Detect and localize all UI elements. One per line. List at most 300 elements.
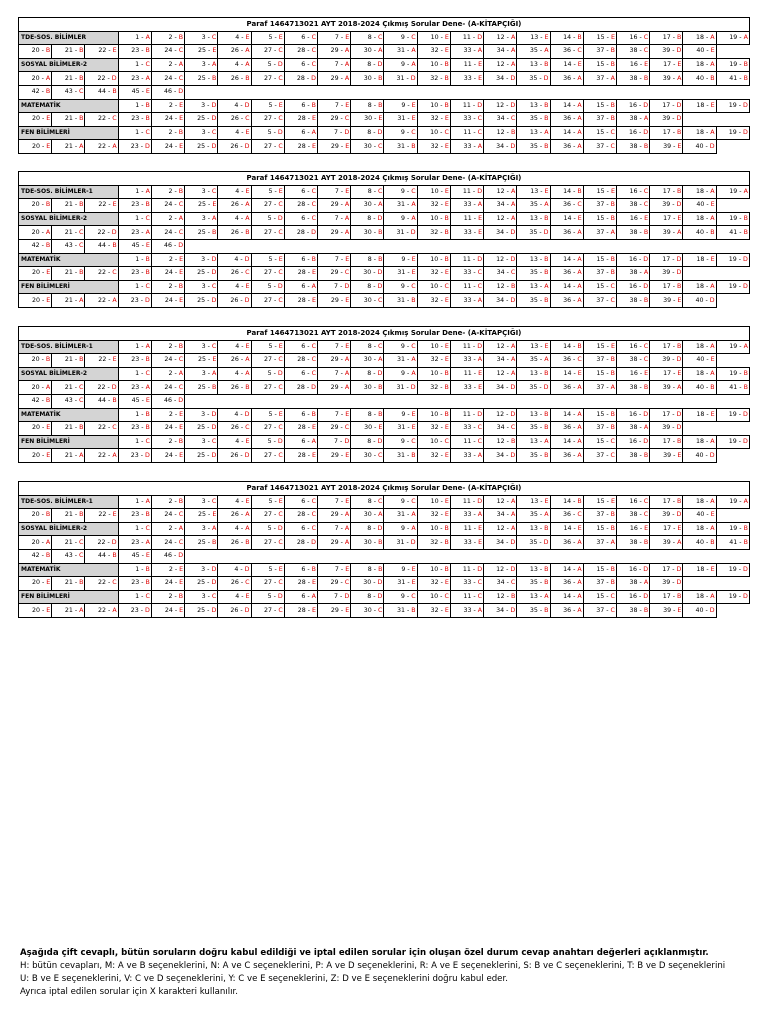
question-number: 16 - (629, 283, 644, 291)
answer-cell (450, 99, 483, 113)
question-number: 21 - (64, 47, 80, 55)
answer-letter: B (544, 410, 549, 418)
answer-cell (151, 422, 184, 436)
answer-letter: C (411, 129, 416, 137)
answer-letter: C (311, 187, 316, 195)
answer-key-block (18, 481, 749, 618)
question-number: 34 - (496, 356, 511, 364)
answer-cell (384, 267, 417, 281)
answer-cell (716, 226, 749, 240)
question-number: 2 - (168, 410, 180, 418)
answer-cell (284, 140, 317, 154)
answer-cell (417, 31, 450, 45)
answer-letter: A (710, 215, 715, 223)
answer-cell (583, 381, 616, 395)
answer-letter: E (345, 497, 350, 505)
question-number: 45 - (131, 552, 146, 560)
answer-cell (185, 563, 218, 577)
answer-letter: E (179, 565, 184, 573)
answer-letter: C (245, 269, 250, 277)
answer-letter: C (278, 115, 283, 123)
answer-letter: C (577, 47, 582, 55)
answer-letter: A (477, 47, 483, 55)
answer-cell (351, 354, 384, 368)
question-number: 6 - (301, 129, 312, 137)
answer-cell (616, 280, 649, 294)
answer-cell (517, 577, 550, 591)
question-number: 7 - (334, 565, 346, 573)
answer-letter: A (677, 228, 682, 236)
answer-letter: A (510, 61, 516, 69)
answer-letter: E (610, 497, 615, 505)
answer-letter: B (544, 142, 549, 150)
answer-cell (550, 449, 583, 463)
answer-letter: C (311, 511, 316, 519)
answer-cell (650, 212, 683, 226)
question-number: 14 - (563, 129, 578, 137)
answer-letter: E (278, 342, 283, 350)
answer-letter: D (377, 525, 383, 533)
question-number: 2 - (168, 438, 179, 446)
question-number: 30 - (363, 142, 378, 150)
answer-cell (218, 280, 251, 294)
answer-cell (716, 381, 749, 395)
answer-letter: E (179, 296, 184, 304)
question-number: 6 - (301, 61, 312, 69)
answer-cell (550, 536, 583, 550)
answer-cell (650, 536, 683, 550)
answer-letter: A (212, 61, 217, 69)
answer-cell (716, 280, 749, 294)
answer-letter: B (577, 187, 582, 195)
answer-letter: C (278, 47, 283, 55)
answer-letter: D (643, 565, 649, 573)
question-number: 28 - (297, 511, 312, 519)
answer-letter: E (179, 142, 184, 150)
answer-cell (484, 408, 517, 422)
answer-letter: D (277, 593, 283, 601)
answer-letter: E (444, 47, 449, 55)
answer-cell (683, 140, 716, 154)
answer-letter: D (510, 565, 516, 573)
question-number: 39 - (663, 296, 678, 304)
answer-cell (384, 199, 417, 213)
answer-letter: C (211, 187, 217, 195)
question-number: 20 - (31, 356, 46, 364)
answer-letter: A (344, 370, 350, 378)
table-row (19, 577, 750, 591)
table-row (19, 126, 750, 140)
question-number: 19 - (729, 215, 744, 223)
question-number: 24 - (164, 296, 180, 304)
question-number: 39 - (662, 228, 678, 236)
question-number: 10 - (430, 342, 445, 350)
question-number: 18 - (695, 525, 711, 533)
question-number: 2 - (168, 61, 179, 69)
question-number: 18 - (695, 497, 711, 505)
question-number: 5 - (267, 525, 278, 533)
question-number: 11 - (463, 370, 479, 378)
question-number: 15 - (596, 438, 611, 446)
answer-cell (85, 449, 118, 463)
answer-cell (185, 422, 218, 436)
question-number: 3 - (201, 410, 212, 418)
answer-cell (616, 604, 649, 618)
question-number: 24 - (164, 74, 179, 82)
question-number: 28 - (297, 201, 312, 209)
answer-cell (583, 449, 616, 463)
question-number: 11 - (462, 497, 478, 505)
answer-letter: A (311, 593, 316, 601)
answer-letter: A (344, 228, 350, 236)
question-number: 21 - (64, 74, 80, 82)
question-number: 17 - (662, 342, 678, 350)
question-number: 13 - (529, 525, 545, 533)
answer-letter: C (311, 356, 316, 364)
answer-cell (484, 354, 517, 368)
answer-letter: D (477, 187, 483, 195)
answer-letter: B (79, 47, 84, 55)
answer-cell (716, 31, 749, 45)
answer-cell (151, 140, 184, 154)
question-number: 34 - (496, 228, 511, 236)
question-number: 22 - (98, 47, 113, 55)
question-number: 24 - (164, 511, 179, 519)
answer-cell (19, 536, 52, 550)
question-number: 6 - (301, 101, 312, 109)
answer-cell (583, 294, 616, 308)
answer-letter: B (677, 33, 682, 41)
question-number: 11 - (463, 129, 478, 137)
answer-cell (52, 45, 85, 59)
answer-letter: D (111, 228, 117, 236)
question-number: 14 - (563, 565, 578, 573)
answer-letter: E (411, 115, 416, 123)
answer-letter: D (344, 438, 350, 446)
answer-letter: B (444, 228, 449, 236)
question-number: 20 - (31, 115, 47, 123)
answer-letter: A (610, 74, 615, 82)
answer-letter: A (477, 142, 483, 150)
question-number: 22 - (97, 228, 112, 236)
answer-key-table (18, 481, 750, 618)
table-row (19, 45, 750, 59)
question-number: 8 - (367, 593, 378, 601)
answer-letter: D (211, 424, 217, 432)
answer-letter: E (179, 451, 184, 459)
question-number: 30 - (363, 511, 379, 519)
answer-letter: A (145, 187, 150, 195)
question-number: 31 - (397, 269, 412, 277)
answer-cell (384, 604, 417, 618)
answer-letter: A (45, 383, 51, 391)
answer-cell (151, 577, 184, 591)
question-number: 21 - (64, 451, 80, 459)
answer-letter: D (477, 342, 483, 350)
answer-cell (517, 45, 550, 59)
answer-cell (118, 522, 151, 536)
answer-letter: B (610, 579, 615, 587)
question-number: 40 - (695, 74, 711, 82)
question-number: 2 - (168, 283, 179, 291)
answer-cell (484, 563, 517, 577)
question-number: 25 - (197, 228, 212, 236)
answer-cell (517, 72, 550, 86)
answer-letter: D (211, 606, 217, 614)
question-number: 31 - (397, 201, 412, 209)
answer-letter: D (178, 242, 184, 250)
question-number: 13 - (529, 101, 545, 109)
question-number: 21 - (64, 356, 80, 364)
answer-letter: A (311, 438, 316, 446)
answer-letter: E (478, 538, 483, 546)
answer-cell (351, 126, 384, 140)
answer-cell (218, 536, 251, 550)
answer-cell (450, 354, 483, 368)
question-number: 3 - (201, 593, 212, 601)
answer-cell (583, 408, 616, 422)
answer-letter: A (643, 115, 649, 123)
answer-cell (218, 212, 251, 226)
question-number: 5 - (267, 283, 278, 291)
answer-letter: A (344, 201, 350, 209)
answer-letter: A (411, 525, 416, 533)
answer-letter: A (510, 497, 516, 505)
answer-letter: D (477, 410, 483, 418)
answer-cell (218, 590, 251, 604)
answer-letter: A (477, 356, 483, 364)
question-number: 10 - (430, 410, 445, 418)
answer-letter: E (245, 497, 250, 505)
answer-letter: D (643, 283, 649, 291)
answer-cell (484, 435, 517, 449)
question-number: 4 - (234, 61, 246, 69)
answer-letter: A (245, 215, 250, 223)
answer-letter: B (544, 269, 549, 277)
answer-cell (683, 253, 716, 267)
question-number: 4 - (235, 33, 246, 41)
question-number: 10 - (430, 255, 445, 263)
question-number: 35 - (529, 511, 545, 519)
answer-letter: D (211, 255, 217, 263)
question-number: 18 - (695, 215, 711, 223)
answer-letter: A (245, 525, 250, 533)
answer-cell (317, 367, 350, 381)
answer-cell (650, 367, 683, 381)
answer-letter: E (444, 356, 449, 364)
answer-letter: A (245, 47, 250, 55)
answer-key-table (18, 326, 750, 463)
question-number: 14 - (563, 410, 578, 418)
answer-cell (118, 113, 151, 127)
answer-letter: C (643, 356, 649, 364)
question-number: 33 - (463, 142, 478, 150)
answer-cell (151, 113, 184, 127)
question-number: 16 - (629, 438, 644, 446)
answer-letter: D (643, 410, 649, 418)
answer-letter: B (677, 187, 682, 195)
answer-cell (450, 604, 483, 618)
answer-letter: A (544, 593, 549, 601)
question-number: 36 - (563, 269, 578, 277)
answer-letter: C (610, 593, 615, 601)
answer-cell (650, 113, 683, 127)
answer-letter: A (577, 255, 582, 263)
table-row (19, 253, 750, 267)
question-number: 22 - (98, 142, 113, 150)
answer-letter: E (311, 424, 316, 432)
answer-cell (484, 99, 517, 113)
answer-letter: C (145, 525, 150, 533)
question-number: 1 - (135, 129, 146, 137)
section-label: FEN BİLİMLERİ (19, 590, 119, 604)
question-number: 40 - (695, 606, 710, 614)
answer-cell (583, 58, 616, 72)
answer-letter: C (311, 61, 316, 69)
answer-letter: E (345, 296, 350, 304)
answer-letter: B (245, 74, 250, 82)
answer-cell (317, 563, 350, 577)
question-number: 44 - (98, 242, 113, 250)
answer-letter: D (743, 101, 748, 109)
answer-cell (351, 590, 384, 604)
answer-letter: A (743, 33, 748, 41)
answer-letter: D (277, 438, 283, 446)
question-number: 20 - (31, 74, 46, 82)
answer-letter: C (444, 438, 449, 446)
answer-letter: B (510, 438, 516, 446)
answer-cell (218, 226, 251, 240)
question-number: 8 - (367, 497, 378, 505)
answer-cell (450, 340, 483, 354)
question-number: 23 - (131, 47, 146, 55)
answer-cell (616, 294, 649, 308)
answer-cell (251, 113, 284, 127)
answer-cell (384, 340, 417, 354)
question-number: 42 - (31, 397, 46, 405)
question-number: 39 - (663, 606, 678, 614)
answer-letter: B (311, 410, 316, 418)
answer-letter: B (45, 47, 51, 55)
answer-letter: B (610, 115, 615, 123)
answer-letter: C (178, 383, 184, 391)
answer-letter: C (378, 187, 383, 195)
question-number: 32 - (430, 47, 445, 55)
table-row (19, 509, 750, 523)
answer-cell (484, 267, 517, 281)
answer-cell (384, 563, 417, 577)
answer-cell (484, 590, 517, 604)
question-number: 12 - (496, 215, 511, 223)
answer-cell (616, 226, 649, 240)
question-number: 18 - (695, 438, 711, 446)
answer-cell (450, 58, 483, 72)
answer-cell (284, 354, 317, 368)
answer-cell (317, 354, 350, 368)
question-number: 46 - (163, 88, 179, 96)
answer-cell (185, 509, 218, 523)
answer-cell (683, 280, 716, 294)
answer-cell (550, 495, 583, 509)
answer-letter: C (278, 579, 283, 587)
question-number: 8 - (367, 438, 378, 446)
question-number: 31 - (396, 228, 411, 236)
answer-cell (484, 253, 517, 267)
question-number: 39 - (662, 424, 677, 432)
answer-letter: B (444, 101, 449, 109)
question-number: 17 - (662, 410, 677, 418)
question-number: 10 - (430, 129, 445, 137)
answer-letter: A (577, 129, 582, 137)
answer-cell (19, 422, 52, 436)
question-number: 22 - (97, 74, 112, 82)
answer-cell (650, 72, 683, 86)
question-number: 17 - (662, 497, 678, 505)
answer-cell (583, 577, 616, 591)
question-number: 43 - (64, 88, 80, 96)
question-number: 14 - (563, 370, 578, 378)
question-number: 23 - (131, 74, 146, 82)
answer-letter: D (244, 101, 250, 109)
answer-letter: A (112, 451, 117, 459)
question-number: 33 - (463, 424, 478, 432)
answer-letter: B (79, 201, 84, 209)
answer-cell (52, 536, 85, 550)
answer-cell (616, 449, 649, 463)
answer-cell (550, 99, 583, 113)
answer-cell (650, 99, 683, 113)
question-number: 25 - (197, 606, 212, 614)
answer-cell (683, 522, 716, 536)
answer-cell (251, 408, 284, 422)
question-number: 11 - (462, 187, 478, 195)
answer-cell (616, 140, 649, 154)
question-number: 33 - (463, 356, 478, 364)
question-number: 35 - (529, 201, 545, 209)
question-number: 33 - (463, 383, 479, 391)
question-number: 26 - (230, 142, 245, 150)
answer-letter: D (344, 593, 350, 601)
answer-letter: B (677, 129, 682, 137)
table-row (19, 381, 750, 395)
question-number: 18 - (695, 283, 711, 291)
answer-letter: D (709, 606, 715, 614)
answer-cell (683, 340, 716, 354)
question-number: 8 - (367, 61, 378, 69)
question-number: 42 - (31, 552, 46, 560)
question-number: 26 - (230, 451, 245, 459)
answer-cell (85, 45, 118, 59)
answer-cell (251, 522, 284, 536)
question-number: 19 - (728, 565, 744, 573)
answer-cell (251, 58, 284, 72)
question-number: 5 - (268, 187, 279, 195)
answer-letter: D (145, 296, 150, 304)
question-number: 11 - (462, 342, 478, 350)
answer-cell (284, 99, 317, 113)
answer-letter: E (677, 142, 682, 150)
answer-letter: A (577, 74, 582, 82)
answer-cell (351, 199, 384, 213)
question-number: 3 - (201, 101, 212, 109)
answer-letter: B (112, 397, 117, 405)
question-number: 14 - (563, 497, 578, 505)
question-number: 38 - (629, 538, 644, 546)
answer-letter: B (311, 565, 316, 573)
answer-letter: D (743, 129, 748, 137)
answer-letter: E (112, 47, 117, 55)
answer-letter: D (211, 451, 217, 459)
